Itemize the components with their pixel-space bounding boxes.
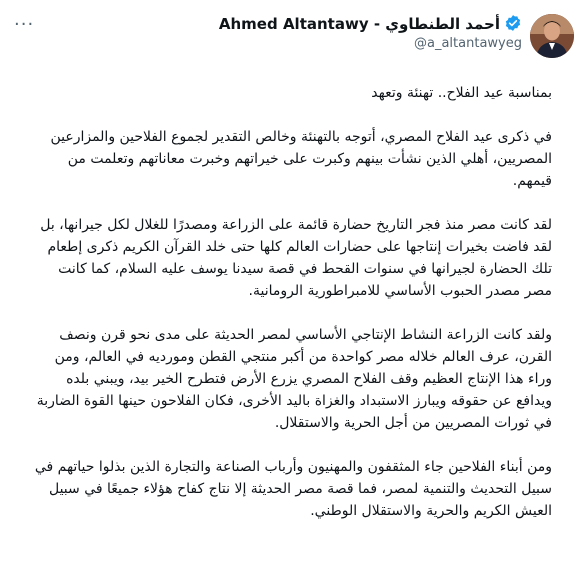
tweet-paragraph: في ذكرى عيد الفلاح المصري، أتوجه بالتهنئة وخالص التقدير لجموع الفلاحين والمزارعين المصريين، أهلي الذين نشأت بينهم وكبرت على خيراتهم وخبرت معاناتهم وتعلمت من قيمهم.	[50, 129, 552, 189]
author-display-name-en[interactable]: Ahmed Altantawy	[218, 15, 369, 33]
author-name-row[interactable]	[219, 14, 522, 36]
tweet-paragraph-heading: بمناسبة عيد الفلاح.. تهنئة وتعهد	[371, 85, 552, 101]
tweet-paragraph: ومن أبناء الفلاحين جاء المثقفون والمهنيون وأرباب الصناعة والتجارة الذين بذلوا حياتهم في سبيل التحديث والتنمية لمصر، فما قصة مصر الحديثة إلا نتاج كفاح هؤلاء جميعًا في سبيل العيش الكريم والحرية والاستقلال الوطني.	[34, 459, 552, 519]
author-display-name-ar[interactable]: أحمد الطنطاوي	[385, 15, 500, 33]
tweet-paragraph: ولقد كانت الزراعة النشاط الإنتاجي الأساسي لمصر الحديثة على مدى نحو قرن ونصف القرن، عرف العالم خلاله مصر كواحدة من أكبر منتجي القطن ومورديه في العالم، ومن وراء هذا الإنتاج العظيم وقف الفلاح المصري يزرع الأرض فتطرح الخير بيد، ويبني بلده ويدافع عن حقوقه ويبارز الاستبداد والغزاة باليد الأخرى، فكان الفلاحون حينها القوة الضاربة في ثورات المصريين من أجل الحرية والاستقلال.	[36, 327, 552, 431]
more-options-icon[interactable]: ···	[14, 14, 35, 35]
author-handle[interactable]: @a_altantawyeg	[414, 36, 522, 51]
tweet-body	[34, 82, 552, 544]
tweet-paragraph: لقد كانت مصر منذ فجر التاريخ حضارة قائمة على الزراعة ومصدرًا للغلال لكل جيرانها، بل لقد فاضت بخيرات إنتاجها على حضارات العالم كلها حتى خلد القرآن الكريم ذكرى إطعام تلك الحضارة لجيرانها في سنوات القحط في قصة سيدنا يوسف عليه السلام، كما كانت مصر مصدر الحبوب الأساسي للامبراطورية الرومانية.	[40, 217, 552, 299]
author-avatar[interactable]	[530, 14, 574, 58]
verified-badge-icon	[504, 14, 522, 36]
name-separator: -	[368, 15, 386, 33]
tweet-header	[0, 0, 586, 64]
